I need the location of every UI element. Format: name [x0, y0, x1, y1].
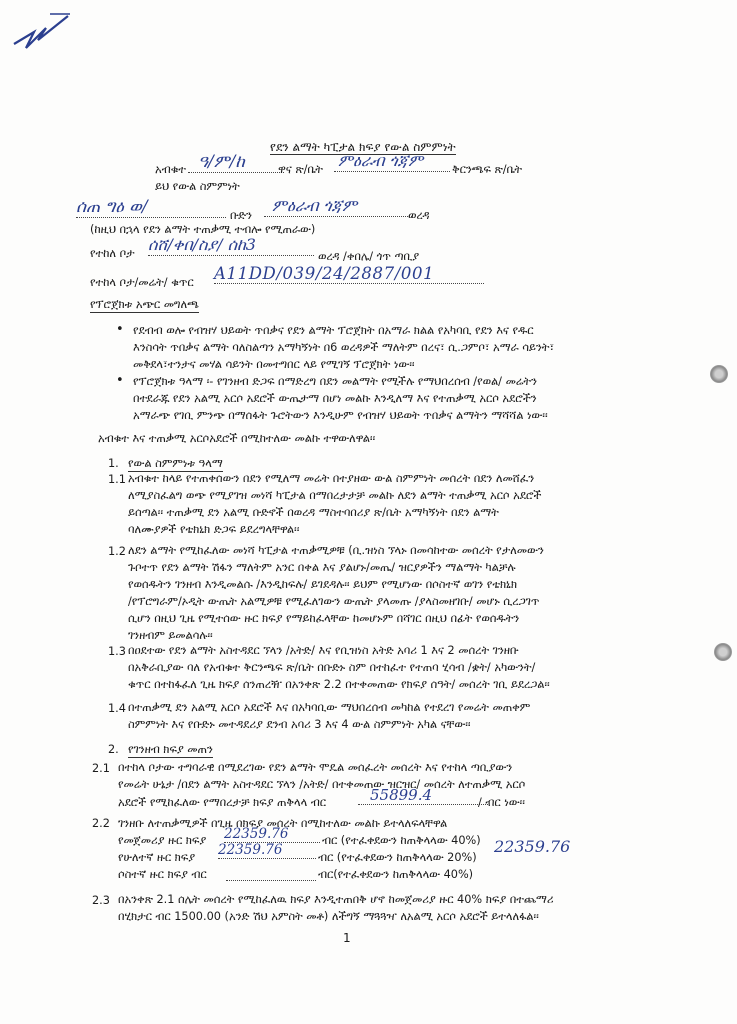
clause-2-2-number: 2.2	[92, 817, 110, 830]
handwritten-name: ሰጠ ግዕ ወ/	[76, 197, 226, 218]
clause-2-1-total-label: አደሮች የሚከፈለው የማበረታቻ ክፍያ ጠቅላላ ብር	[118, 796, 326, 809]
parties-statement: አብቁተ እና ተጠቃሚ አርሶአደሮች በሚከተለው መልኩ ተዋውለዋል፡፡	[98, 432, 376, 445]
handwritten-date: ዓ/ም/ከ	[188, 152, 284, 173]
corner-check-mark	[12, 10, 72, 50]
installment-1-suffix: ብር (የተፈቀደውን ከጠቅላላው 40%)	[322, 834, 481, 847]
handwritten-total-amount: 55899.4	[358, 786, 488, 805]
clause-1-3-number: 1.3	[108, 645, 126, 658]
label-branch-office: ቅርንጫፍ ጽ/ቤት	[452, 163, 522, 176]
clause-2-3-text: በአንቀጽ 2.1 ሰሌት መሰረት የሚከፈለዉ ክፍያ እንዲተጠበቅ ሆኖ ከመጀመሪያ ዙር 40% ክፍያ በተጨማሪ በሂክታር ብር 1500.00 (አንድ ሽህ አምስት መቶ) ለችግኝ ማጓጓዣ ለአልሚ አርሶ አደሮች ይተላለፋል፡፡	[118, 893, 554, 923]
section-1-heading: የውል ስምምነቱ ዓላማ	[128, 457, 223, 470]
bullet-project-description: የደብብ ወሎ የብዝሃ ህይወት ጥበቃና የደን ልማት ፕሮጀክት በአማራ ክልል የአካባቢ የደን እና የዱር እንስሳት ጥበቃና ልማት ባለስልጣን አማካኝነት በ6 ወረዳዎች ማለትም በረና፣ ሲ.ጋምቦ፣ አማራ ሳይንት፣ መቅደላ፣ተንታና መሃል ሳይንት በመተግበር ላይ የሚገኝ ፕሮጀክት ነው፡፡	[133, 324, 555, 371]
bullet-dot: •	[116, 373, 124, 388]
label-woreda: ወረዳ	[408, 209, 430, 222]
section-2-heading: የገንዘብ ክፍያ መጠን	[128, 743, 213, 756]
clause-1-2-text: ለደን ልማት የሚከፈለው መነሻ ካፒታል ተጠቃሚዎቹ (ቢ.ዝነስ ኘላኑ በመሳከተው መሰረት የታለመውን ጉቦተጥ የደን ልማት ሽፋን ማለትም አንር በቀል እና ያልሆኑ/መጤ/ ዝርያዎችን ማልማት ካልቻሉ የወሰዱትን ገንዘብ እንዲመልሱ /እንዲከፍሉ/ ይገደዳሉ፡፡ ይህም የሚሆነው በሶስተኛ ወገን የቴክኒክ /የፕሮግራም/ኦዲት ውጤት አልሚዎቹ የሚፈለገውን ውጤት ያላመጡ /ያላስመዘገቡ/ መሆኑ ሲረጋገጥ ሲሆን በዚህ ጊዜ የሚተሰው ዙር ክፍያ የማይከፈላቸው ከመሆኑም በሻገር በዚህ በፊት የወሰዱትን ገንዘብም ይመልሳሉ፡፡	[128, 544, 544, 642]
clause-2-1-text: በተከላ ቦታው ተግባራዊ በሚደረገው የደን ልማት ሞዴል መሰፈረት መሰረት እና የተከላ ጣቢያውን የመሬት ሁኔታ /በደን ልማት አስተዳደር ኘላን /አትድ/ በተቀመጠው ዝርዝር/ መሰረት ለተጠቃሚ አርሶ	[118, 761, 526, 791]
section-1-number: 1.	[108, 457, 119, 470]
project-summary-heading: የፕሮጀክቱ አጭር መግለጫ	[90, 298, 199, 311]
handwritten-branch: ምዕራብ ጎጃም	[334, 151, 450, 172]
label-main-office: ዋና ጽ/ቤት	[278, 163, 323, 176]
contract-intro: ይህ የውል ስምምነት	[155, 180, 240, 193]
installment-3-suffix: ብር(የተፈቀደውን ከጠቅላላው 40%)	[318, 868, 474, 881]
handwritten-installment-2: 22359.76	[218, 842, 316, 859]
section-2-number: 2.	[108, 743, 119, 756]
clause-1-3-text: በዐደተው የደን ልማት አስተዳደር ኘላን /አትድ/ እና የቢዝነስ አትድ አባሪ 1 እና 2 መሰረት ገንዘቡ በአቅራቢያው ባለ የአብቁተ ቅርንጫፍ ጽ/ቤት በቡድኑ ስም በተከፈተ የተጠባ ሂሳብ /ቋት/ አካውንት/ ቁጥር በተከፋፈለ ጊዜ ክፍያ ሰንጠረዥ በአንቀጽ 2.2 በተቀመጠው የክፍያ ሰዓት/ መሰረት ገቢ ይደረጋል፡፡	[128, 644, 550, 691]
handwritten-installment-1: 22359.76	[224, 826, 320, 843]
clause-1-4-text: በተጠቃሚ ደን አልሚ አርሶ አደሮች እና በአካባቢው ማህበረሰብ መካከል የተደረገ የመሬት መጠቀም ስምምነት እና የቡድኑ መተዳደሪያ ደንብ አባሪ 3 እና 4 ውል ስምምነት አካል ናቸው፡፡	[128, 701, 531, 731]
label-plot-number: የተከላ ቦታ/መሬት/ ቁጥር	[90, 276, 194, 289]
handwritten-woreda: ምዕራብ ጎጃም	[264, 196, 412, 217]
installment-2-suffix: ብር (የተፈቀደውን ከጠቅላላው 20%)	[318, 851, 477, 864]
bullet-dot: •	[116, 322, 124, 337]
installment-3-label: ሶስተኛ ዙር ክፍያ ብር	[118, 868, 207, 881]
installment-3-blank	[226, 866, 316, 881]
document-title: የደን ልማት ካፒታል ክፍያ የውል ስምምነት	[270, 140, 456, 154]
label-abcut: አብቁተ	[155, 163, 186, 176]
installment-2-label: የሁለተኛ ዙር ክፍያ	[118, 851, 196, 864]
label-group: ቡድን	[230, 209, 252, 222]
handwritten-site: ሰሸ/ቀበ/ስያ/ ሰከ3	[148, 235, 314, 256]
clause-2-1-number: 2.1	[92, 762, 110, 775]
clause-1-4-number: 1.4	[108, 702, 126, 715]
label-planting-site: የተከለ ቦታ	[90, 247, 135, 260]
page-number: 1	[343, 931, 351, 945]
punch-hole	[714, 643, 732, 661]
handwritten-installment-1-side: 22359.76	[494, 837, 571, 856]
beneficiary-note: (ከዚህ በኋላ የደን ልማት ተጠቃሚ ተብሎ የሚጠራው)	[90, 223, 316, 236]
clause-1-1-text: አብቁተ ከላይ የተጠቀሰውን በደን የሚለማ መሬት በተያዘው ውል ስምምነት መሰረት በደን ለመሸፈን ለሚያስፈልግ ወጭ የሚያገዝ መነሻ ካፒታል በማበረታታቻ መልኩ ለደን ልማት ተጠቃሚ አርሶ አደሮች ይሰጣል፡፡ ተጠቃሚ ደን አልሚ ቡድኖች በወረዳ ማስተባበሪያ ጽ/ቤት አማካኝነት በደን ልማት ባለሙያዎች የቴክኒክ ድጋፍ ይደረግላቸዋል፡፡	[128, 472, 542, 536]
bullet-project-objective: የፕሮጀክቱ ዓላማ ፡- የገንዘብ ድጋፍ በማድረግ በደን መልማት የሚችሉ የማህበረሰብ /የወል/ መሬትን በተደራጁ የደን አልሚ አርሶ አደሮች ውጤታማ በሆነ መልኩ እንዲለማ እና የተጠቃሚ አርሶ አደሮችን አማራጭ የገቢ ምንጭ በማሰፋት ጉሮትውን እንዲሁም የብዝሃ ህይወት ጥበቃና ልማትን ማሻሻል ነው፡፡	[133, 375, 548, 422]
clause-1-2-number: 1.2	[108, 545, 126, 558]
punch-hole	[710, 365, 728, 383]
clause-1-1-number: 1.1	[108, 473, 126, 486]
clause-2-3-number: 2.3	[92, 894, 110, 907]
handwritten-plot-code: A11DD/039/24/2887/001	[214, 264, 484, 284]
clause-2-1-total-suffix: / ብር ነው፡፡	[478, 796, 525, 809]
label-woreda-kebele: ወረዳ /ቀበሌ/ ጎጥ ጣቢያ	[318, 250, 420, 263]
clause-2-2-intro: ገንዘቡ ለተጠቃሚዎች በጊዜ በክፍያ መሰረት በሚከተለው መልኩ ይተላለፍላቸዋል	[118, 817, 448, 830]
installment-1-label: የመጀመሪያ ዙር ክፍያ	[118, 834, 207, 847]
